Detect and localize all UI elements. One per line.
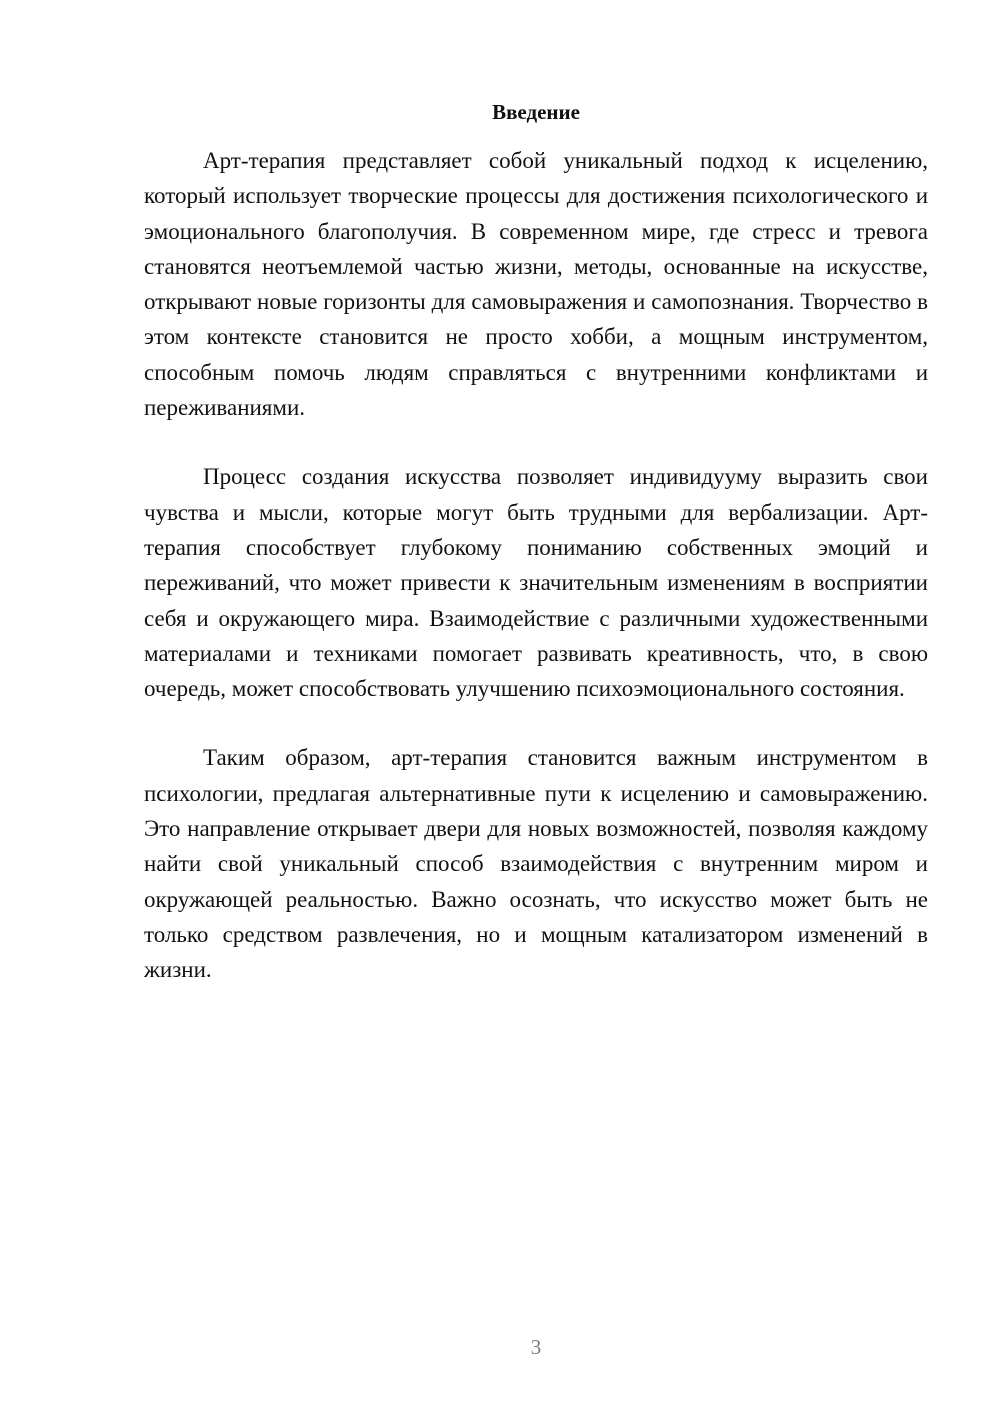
paragraph-2: Процесс создания искусства позволяет индивидууму выразить свои чувства и мысли, которые могут быть трудными для вербализации. Арт-терапия способствует глубокому пониманию собственных эмоций и переживаний, что может привести к значительным изменениям в восприятии себя и окружающего мира. Взаимодействие с различными художественными материалами и техниками помогает развивать креативность, что, в свою очередь, может способствовать улучшению психоэмоционального состояния. (144, 464, 928, 702)
page-number: 3 (530, 1335, 542, 1359)
paragraph-1: Арт-терапия представляет собой уникальный подход к исцелению, который использует творческие процессы для достижения психологического и эмоционального благополучия. В современном мире, где стресс и тревога становятся неотъемлемой частью жизни, методы, основанные на искусстве, открывают новые горизонты для самовыражения и самопознания. Творчество в этом контексте становится не просто хобби, а мощным инструментом, способным помочь людям справляться с внутренними конфликтами и переживаниями. (144, 148, 928, 421)
body-text (144, 143, 928, 1022)
section-title: Введение (492, 100, 580, 124)
paragraph-3: Таким образом, арт-терапия становится важным инструментом в психологии, предлагая альтернативные пути к исцелению и самовыражению. Это направление открывает двери для новых возможностей, позволяя каждому найти свой уникальный способ взаимодействия с внутренним миром и окружающей реальностью. Важно осознать, что искусство может быть не только средством развлечения, но и мощным катализатором изменений в жизни. (144, 745, 928, 983)
